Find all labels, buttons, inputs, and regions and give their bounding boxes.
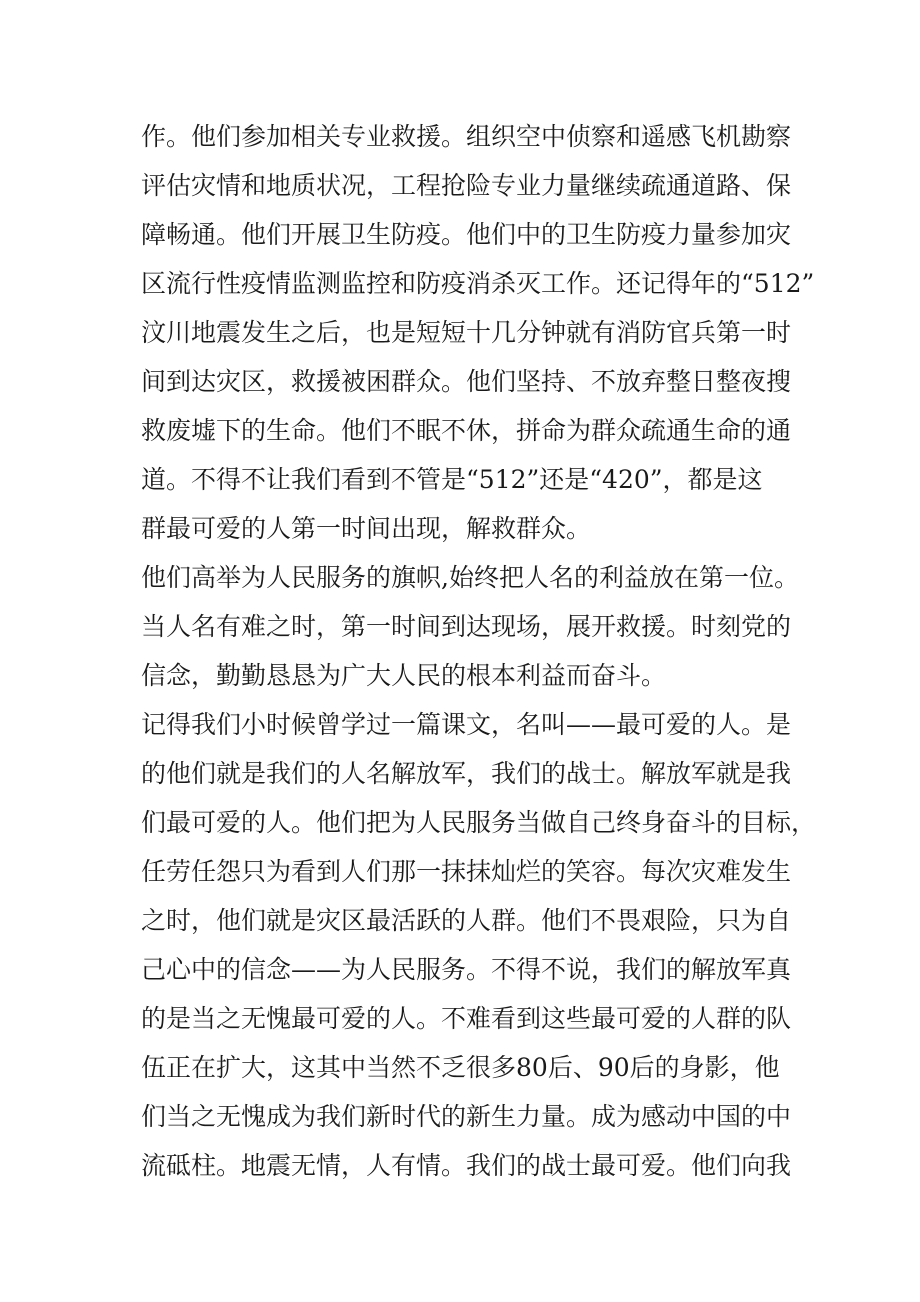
text-line: 他们高举为人民服务的旗帜,始终把人名的利益放在第一位。 <box>141 563 799 592</box>
text-line: 区流行性疫情监测监控和防疫消杀灭工作。还记得年的“512” <box>141 269 815 298</box>
text-line: 任劳任怨只为看到人们那一抹抹灿烂的笑容。每次灾难发生 <box>141 857 792 886</box>
text-line: 记得我们小时候曾学过一篇课文，名叫——最可爱的人。是 <box>141 710 792 739</box>
text-line: 之时，他们就是灾区最活跃的人群。他们不畏艰险，只为自 <box>141 906 792 935</box>
text-line: 们当之无愧成为我们新时代的新生力量。成为感动中国的中 <box>141 1102 792 1131</box>
text-line: 群最可爱的人第一时间出现，解救群众。 <box>141 514 592 543</box>
text-line: 们最可爱的人。他们把为人民服务当做自己终身奋斗的目标， <box>141 808 817 837</box>
paragraph-most-lovable <box>141 700 817 1190</box>
text-line: 汶川地震发生之后，也是短短十几分钟就有消防官兵第一时 <box>141 318 792 347</box>
text-line: 障畅通。他们开展卫生防疫。他们中的卫生防疫力量参加灾 <box>141 220 792 249</box>
text-line: 的是当之无愧最可爱的人。不难看到这些最可爱的人群的队 <box>141 1004 792 1033</box>
text-line: 评估灾情和地质状况，工程抢险专业力量继续疏通道路、保 <box>141 171 792 200</box>
text-line: 救废墟下的生命。他们不眠不休，拼命为群众疏通生命的通 <box>141 416 792 445</box>
text-line: 流砥柱。地震无情，人有情。我们的战士最可爱。他们向我 <box>141 1151 792 1180</box>
text-line: 当人名有难之时，第一时间到达现场，展开救援。时刻党的 <box>141 612 792 641</box>
text-line: 信念，勤勤恳恳为广大人民的根本利益而奋斗。 <box>141 661 667 690</box>
text-line: 道。不得不让我们看到不管是“512”还是“420”，都是这 <box>141 465 763 494</box>
text-line: 间到达灾区，救援被困群众。他们坚持、不放弃整日整夜搜 <box>141 367 792 396</box>
text-line: 伍正在扩大，这其中当然不乏很多80后、90后的身影，他 <box>141 1053 780 1082</box>
text-line: 的他们就是我们的人名解放军，我们的战士。解放军就是我 <box>141 759 792 788</box>
paragraph-rescue-efforts <box>141 112 815 553</box>
text-line: 己心中的信念——为人民服务。不得不说，我们的解放军真 <box>141 955 792 984</box>
paragraph-serve-people <box>141 553 799 700</box>
body-text <box>141 112 817 1190</box>
text-line: 作。他们参加相关专业救援。组织空中侦察和遥感飞机勘察 <box>141 122 792 151</box>
